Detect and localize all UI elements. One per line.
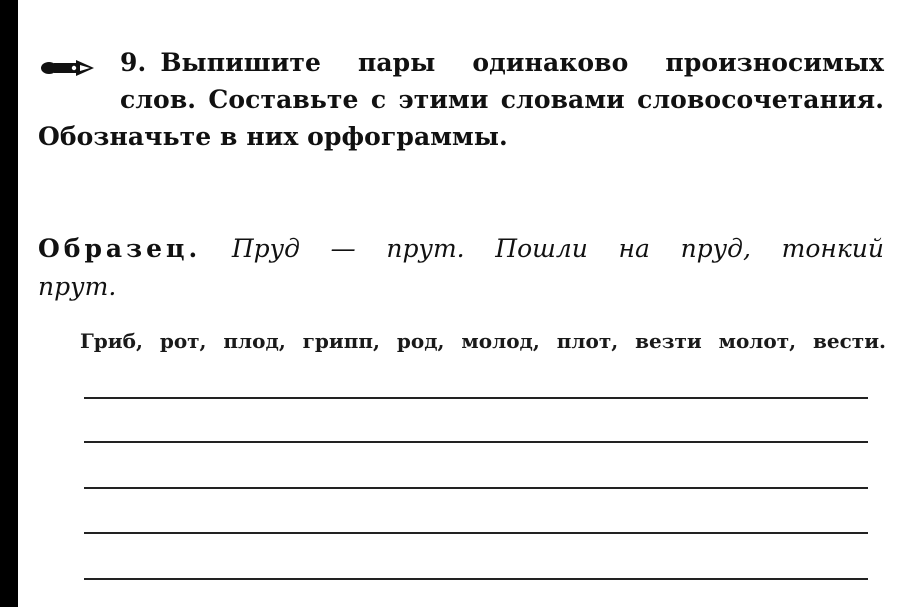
sample-line-1 [38, 230, 884, 268]
sample-text-2: прут. [38, 272, 117, 301]
sample-label: Образец. [38, 234, 202, 263]
task-line-2: слов. Составьте с этими словами словосочетания. [120, 85, 884, 114]
sample-block [38, 230, 884, 306]
word-list: Гриб, рот, плод, грипп, род, молод, плот, везти молот, вести. [80, 329, 886, 353]
task-line-1 [38, 44, 884, 81]
answer-line[interactable] [84, 397, 868, 399]
workbook-page [18, 0, 900, 607]
task-number: 9. [120, 48, 147, 77]
answer-line[interactable] [84, 532, 868, 534]
task-line-1-text: Выпишите пары одинаково произносимых [160, 48, 884, 77]
task-line-3: Обозначьте в них орфограммы. [38, 122, 508, 151]
task-instructions [38, 44, 884, 155]
sample-text-1: Пруд — прут. Пошли на пруд, тонкий [231, 234, 884, 263]
answer-line[interactable] [84, 441, 868, 443]
answer-line[interactable] [84, 578, 868, 580]
answer-line[interactable] [84, 487, 868, 489]
